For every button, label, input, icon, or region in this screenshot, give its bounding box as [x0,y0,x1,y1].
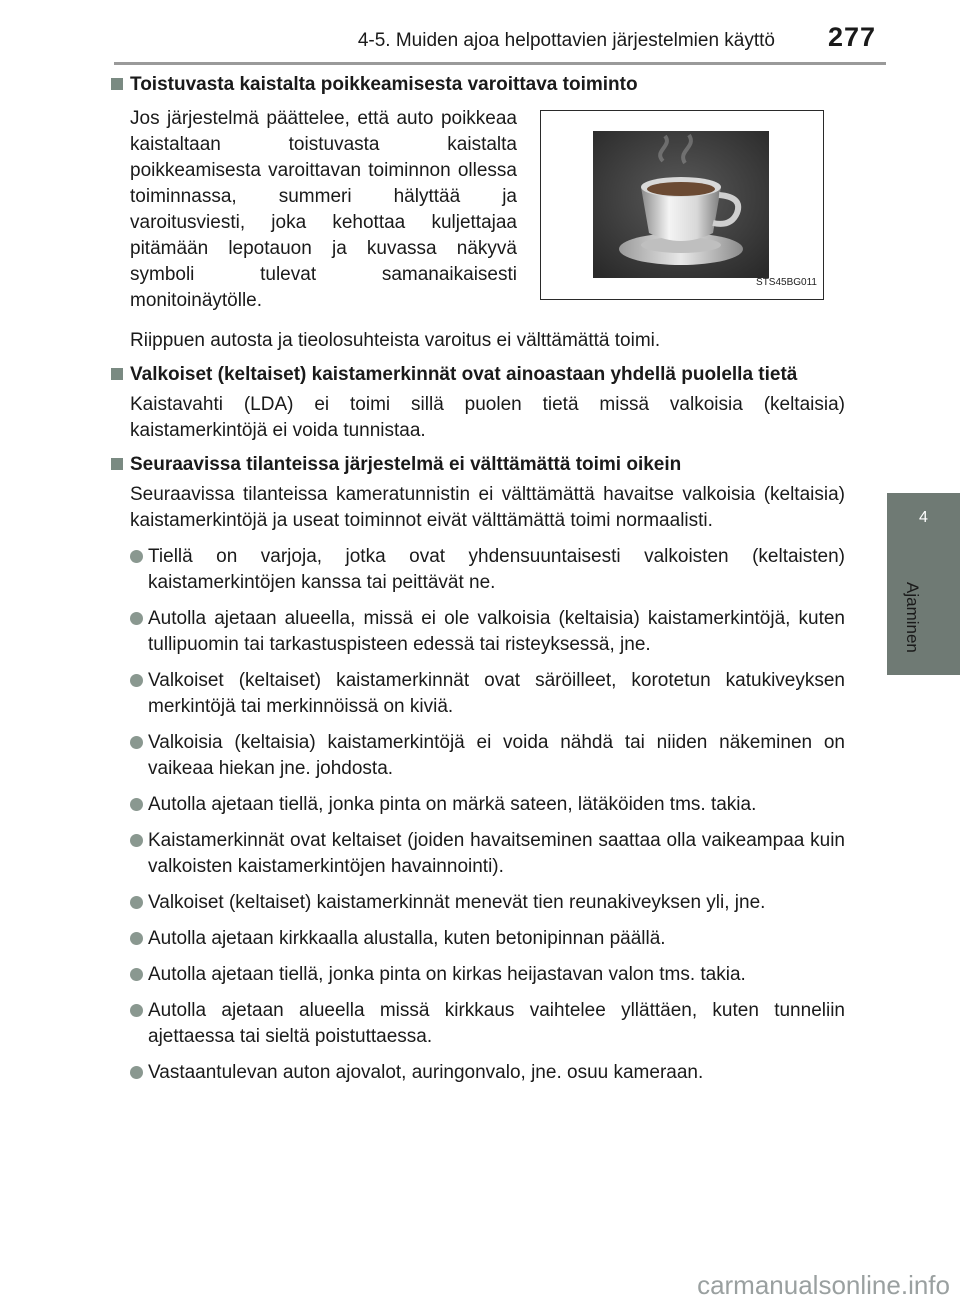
list-item: Valkoiset (keltaiset) kaistamerkinnät ovat säröilleet, korotetun katukiveyksen merkintöjä tai merkinnöissä on kiviä. [130,668,845,720]
section-heading-conditions: Seuraavissa tilanteissa järjestelmä ei välttämättä toimi oikein [110,452,845,478]
main-content [110,72,845,1096]
section-heading-one-side-markings: Valkoiset (keltaiset) kaistamerkinnät ovat ainoastaan yhdellä puolella tietä [110,362,845,388]
list-item: Autolla ajetaan alueella, missä ei ole valkoisia (keltaisia) kaistamerkintöjä, kuten tullipuomin tai tarkastuspisteen edessä tai risteyksessä, jne. [130,606,845,658]
square-marker-icon [111,368,123,380]
section-header-title: 4-5. Muiden ajoa helpottavien järjestelmien käyttö [357,30,775,51]
bullet-dot-icon [130,736,143,749]
page-number: 277 [828,22,877,52]
list-item: Autolla ajetaan tiellä, jonka pinta on kirkas heijastavan valon tms. takia. [130,962,845,988]
square-marker-icon [111,458,123,470]
chapter-number: 4 [919,509,928,526]
section-heading-repeated-lane-departure: Toistuvasta kaistalta poikkeamisesta varoittava toiminto [110,72,845,98]
intro-paragraph: Jos järjestelmä päättelee, että auto poikkeaa kaistaltaan toistuvasta kaistalta poikkeamisesta varoittavan toiminnon ollessa toiminnassa, summeri hälyttää ja varoitusviesti, joka kehottaa kuljettajaa pitämään lepotauon ja kuvassa näkyvä symboli tulevat samanaikaisesti monitoinäytölle. [130,108,517,311]
figure-code: STS45BG011 [756,277,817,288]
list-item: Autolla ajetaan kirkkaalla alustalla, kuten betonipinnan päällä. [130,926,845,952]
section3-paragraph: Seuraavissa tilanteissa kameratunnistin ei välttämättä havaitse valkoisia (keltaisia) kaistamerkintöjä ja useat toiminnot eivät välttämättä toimi normaalisti. [130,484,845,531]
list-item: Vastaantulevan auton ajovalot, auringonvalo, jne. osuu kameraan. [130,1060,845,1086]
list-item: Kaistamerkinnät ovat keltaiset (joiden havaitseminen saattaa olla vaikeampaa kuin valkoisten kaistamerkintöjen havainnointi). [130,828,845,880]
bullet-dot-icon [130,932,143,945]
bullet-dot-icon [130,1066,143,1079]
list-item: Autolla ajetaan alueella missä kirkkaus vaihtelee yllättäen, kuten tunneliin ajettaessa tai sieltä poistuttaessa. [130,998,845,1050]
list-item: Valkoiset (keltaiset) kaistamerkinnät menevät tien reunakiveyksen yli, jne. [130,890,845,916]
intro-row [110,106,845,314]
figure-coffee-symbol [540,110,824,300]
bullet-dot-icon [130,834,143,847]
watermark-link[interactable]: carmanualsonline.info [697,1270,950,1300]
conditions-list [110,544,845,1086]
bullet-dot-icon [130,1004,143,1017]
bullet-dot-icon [130,674,143,687]
bullet-dot-icon [130,896,143,909]
list-item: Tiellä on varjoja, jotka ovat yhdensuuntaisesti valkoisten (keltaisten) kaistamerkintöjen kanssa tai peittävät ne. [130,544,845,596]
list-item: Autolla ajetaan tiellä, jonka pinta on märkä sateen, lätäköiden tms. takia. [130,792,845,818]
bullet-dot-icon [130,798,143,811]
square-marker-icon [111,78,123,90]
section2-paragraph: Kaistavahti (LDA) ei toimi sillä puolen tietä missä valkoisia (keltaisia) kaistamerkintöjä ei voida tunnistaa. [130,394,845,441]
bullet-dot-icon [130,612,143,625]
coffee-cup-icon [593,131,769,278]
bullet-dot-icon [130,968,143,981]
bullet-dot-icon [130,550,143,563]
note-paragraph: Riippuen autosta ja tieolosuhteista varoitus ei välttämättä toimi. [130,330,661,351]
header-rule [114,62,886,65]
list-item: Valkoisia (keltaisia) kaistamerkintöjä ei voida nähdä tai niiden näkeminen on vaikeaa hiekan jne. johdosta. [130,730,845,782]
chapter-label: Ajaminen [903,582,922,653]
